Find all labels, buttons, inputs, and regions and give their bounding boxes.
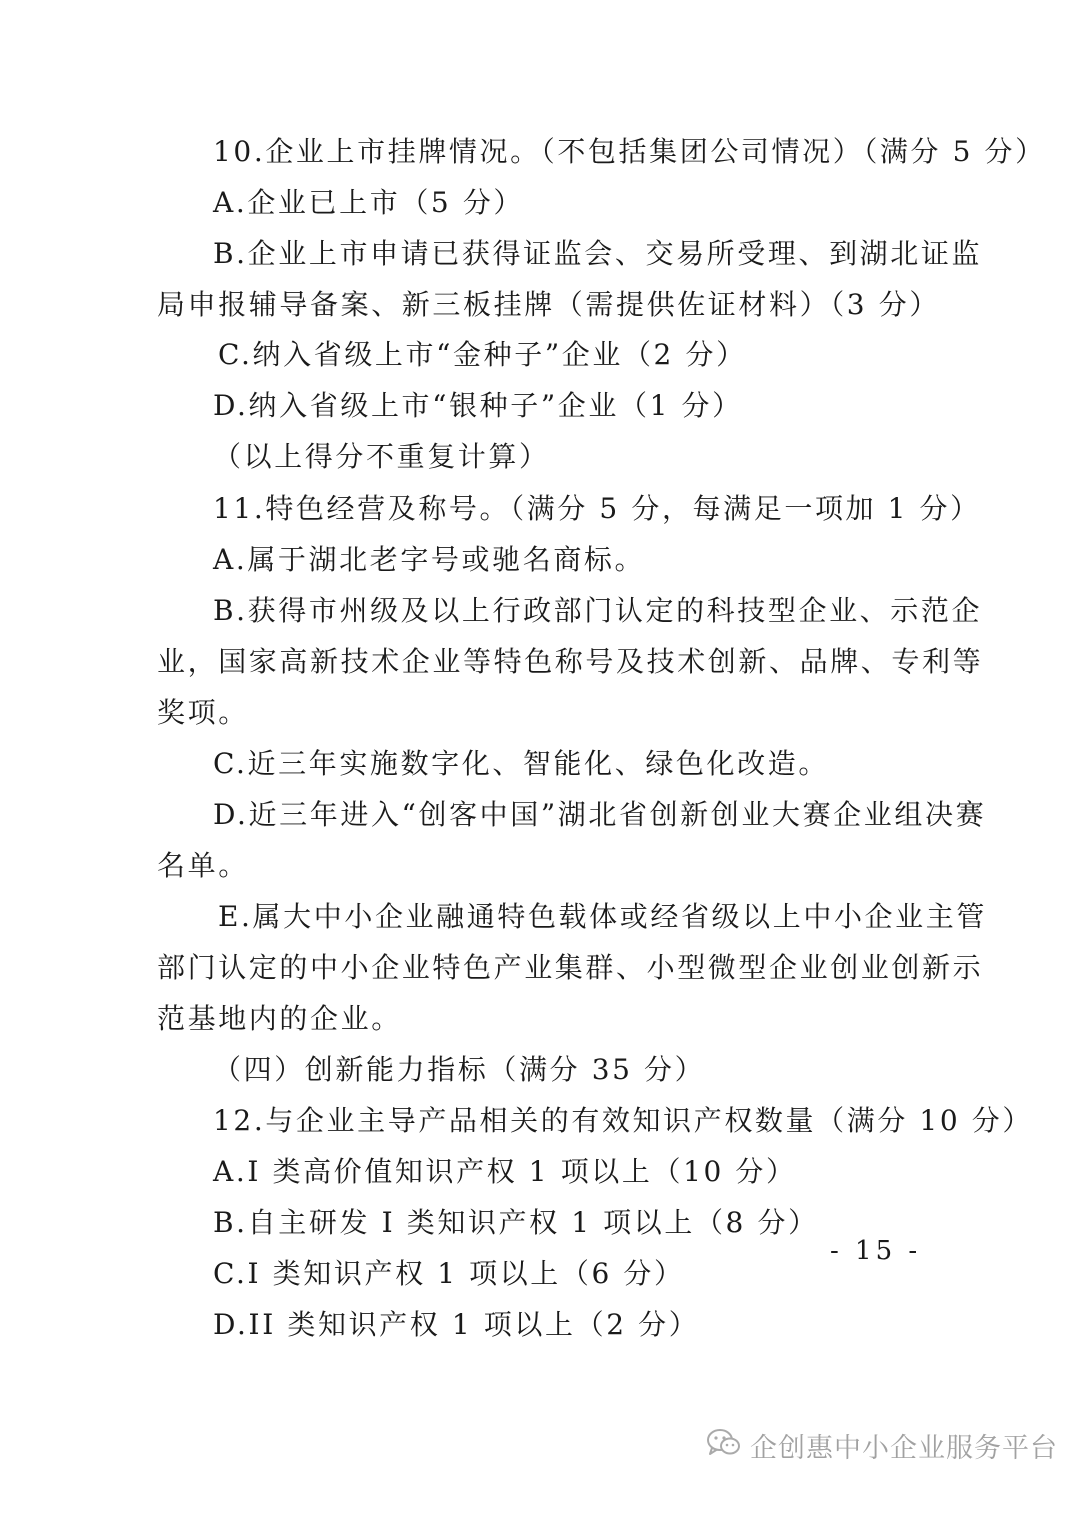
item-12-title: 12.与企业主导产品相关的有效知识产权数量（满分 10 分）	[213, 1104, 1033, 1137]
item-10-option-d: D.纳入省级上市“银种子”企业（1 分）	[213, 389, 743, 422]
item-10-option-b-cont: 局申报辅导备案、新三板挂牌（需提供佐证材料）（3 分）	[157, 288, 940, 321]
item-10-option-a: A.企业已上市（5 分）	[213, 186, 525, 219]
wechat-icon	[706, 1427, 742, 1463]
item-12-option-c: C.I 类知识产权 1 项以上（6 分）	[213, 1257, 685, 1290]
item-12-option-b: B.自主研发 I 类知识产权 1 项以上（8 分）	[213, 1206, 819, 1239]
item-10-option-b: B.企业上市申请已获得证监会、交易所受理、到湖北证监	[213, 237, 983, 270]
item-11-option-b-cont2: 奖项。	[157, 696, 249, 729]
item-11-option-d: D.近三年进入“创客中国”湖北省创新创业大赛企业组决赛	[213, 798, 987, 831]
watermark-text: 企创惠中小企业服务平台	[750, 1432, 1058, 1464]
item-11-option-e-cont2: 范基地内的企业。	[157, 1002, 402, 1035]
page-number: - 15 -	[830, 1236, 922, 1266]
item-11-option-b: B.获得市州级及以上行政部门认定的科技型企业、示范企	[213, 594, 983, 627]
item-10-title: 10.企业上市挂牌情况。（不包括集团公司情况）（满分 5 分）	[213, 135, 1046, 168]
item-11-option-a: A.属于湖北老字号或驰名商标。	[213, 543, 646, 576]
item-11-option-e: E.属大中小企业融通特色载体或经省级以上中小企业主管	[218, 900, 987, 933]
item-10-note: （以上得分不重复计算）	[213, 440, 550, 473]
item-11-title: 11.特色经营及称号。（满分 5 分，每满足一项加 1 分）	[213, 492, 981, 525]
item-12-option-a: A.I 类高价值知识产权 1 项以上（10 分）	[213, 1155, 797, 1188]
item-10-option-c: C.纳入省级上市“金种子”企业（2 分）	[218, 338, 747, 371]
item-11-option-e-cont: 部门认定的中小企业特色产业集群、小型微型企业创业创新示	[157, 951, 984, 984]
item-11-option-c: C.近三年实施数字化、智能化、绿色化改造。	[213, 747, 829, 780]
item-12-option-d: D.II 类知识产权 1 项以上（2 分）	[213, 1308, 700, 1341]
item-11-option-d-cont: 名单。	[157, 849, 249, 882]
section-4-heading: （四）创新能力指标（满分 35 分）	[213, 1053, 706, 1086]
watermark	[706, 1425, 1058, 1465]
item-11-option-b-cont: 业，国家高新技术企业等特色称号及技术创新、品牌、专利等	[157, 645, 984, 678]
